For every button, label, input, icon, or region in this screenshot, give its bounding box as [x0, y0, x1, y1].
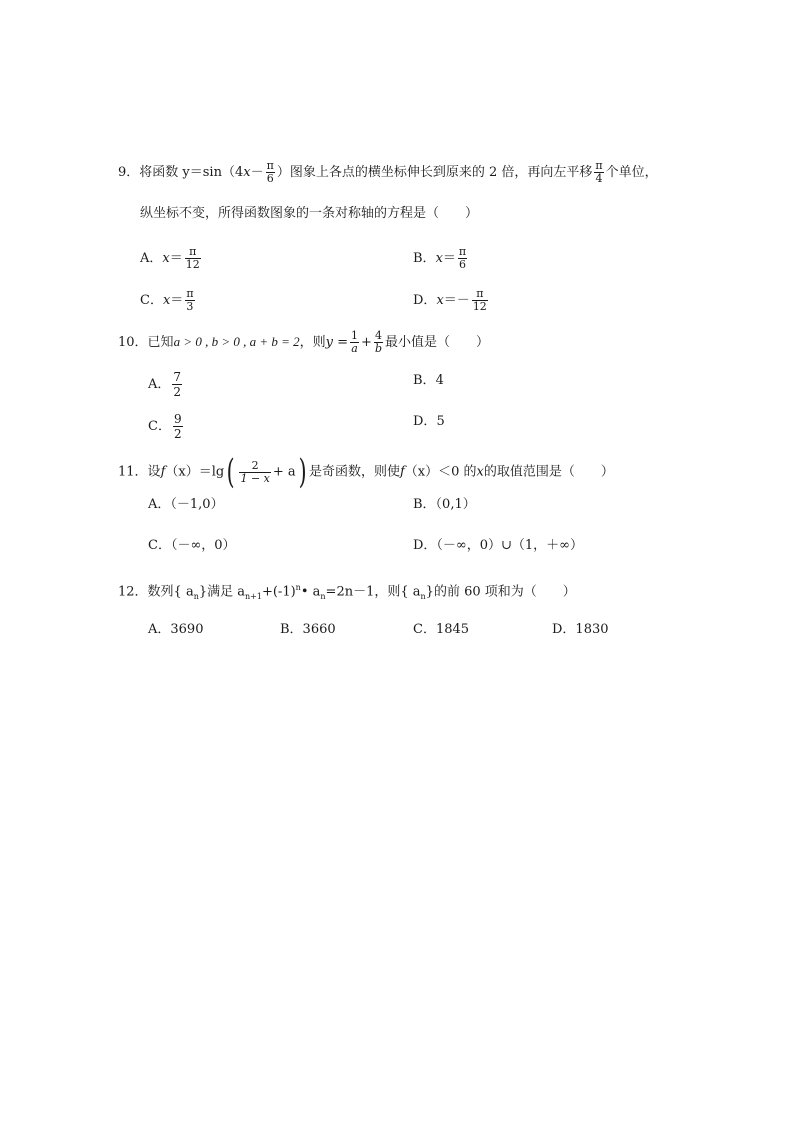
option-fraction	[172, 370, 182, 399]
q11-f-arg: （x）	[165, 464, 199, 480]
q10-fraction-1a	[350, 330, 359, 355]
q9-number: 9．	[118, 165, 140, 180]
option-text: 5	[436, 414, 445, 429]
q12-option-b[interactable]: B．3660	[280, 622, 336, 637]
frac-num: 9	[173, 412, 182, 426]
q9-x: x	[243, 165, 251, 180]
q10-text-2: ，则	[299, 335, 326, 350]
q9-minus: －	[250, 165, 264, 180]
subscript: n	[193, 591, 199, 601]
q11-text-1: 设	[147, 464, 161, 480]
option-var: x	[162, 293, 171, 308]
q11-number: 11．	[118, 464, 148, 480]
q11-eq-lg: ＝lg	[198, 464, 225, 480]
q10-option-b[interactable]	[413, 373, 444, 389]
q11-fraction	[239, 460, 270, 485]
q11-text-3: ＜0 的	[438, 464, 477, 480]
q12-text-2: }满足 a	[198, 584, 246, 600]
q10-fraction-4b	[374, 330, 383, 355]
q12-option-c[interactable]: C．1845	[413, 622, 470, 637]
q10-option-c[interactable]	[148, 412, 185, 441]
q9-frac2-den: 4	[595, 172, 603, 185]
q12-number: 12．	[118, 584, 148, 600]
option-eq: ＝	[169, 251, 183, 266]
q12-option-a[interactable]: A．3690	[148, 622, 204, 637]
subscript: n	[420, 591, 426, 601]
option-text: 4	[435, 373, 444, 388]
q11-option-d[interactable]: D．（－∞，0）∪（1，＋∞）	[413, 538, 584, 553]
frac-den: 2	[173, 427, 182, 441]
option-eq: ＝	[442, 251, 456, 266]
option-label: A．	[140, 251, 163, 266]
frac-den: 2	[173, 385, 182, 399]
q10-number: 10．	[118, 335, 148, 350]
option-fraction	[185, 246, 201, 271]
q9-option-b[interactable]	[413, 246, 469, 271]
q12-text-3: +(-1)	[261, 584, 296, 600]
q11-x: x	[476, 464, 484, 480]
frac-den: 1 − x	[240, 471, 270, 485]
q11-f2-arg: （x）	[404, 464, 439, 480]
q9-line2: 纵坐标不变，所得函数图象的一条对称轴的方程是（ ）	[140, 206, 479, 221]
q12-text-4: • a	[300, 584, 321, 600]
q9-text-2: ）图象上各点的横坐标伸长到原来的 2 倍，再向左平移	[276, 165, 593, 180]
frac-den: 6	[459, 258, 467, 271]
q10-text-1: 已知	[147, 335, 174, 350]
option-var: x	[162, 251, 170, 266]
option-eq: ＝	[170, 293, 184, 308]
option-var: x	[435, 251, 443, 266]
option-sign: －	[456, 293, 470, 308]
q9-frac-den: 6	[266, 172, 274, 185]
frac-num: π	[189, 245, 197, 258]
option-label: B．	[413, 373, 436, 388]
q10-condition: a > 0 , b > 0 , a + b = 2	[173, 334, 300, 349]
option-fraction	[185, 288, 194, 313]
frac-den: 12	[185, 258, 200, 271]
q12-text-6: }的前 60 项和为（ ）	[425, 584, 576, 600]
option-eq: ＝	[443, 293, 457, 308]
frac-den: b	[374, 342, 382, 355]
frac-num: 1	[351, 329, 359, 342]
q9-frac2-num: π	[595, 159, 603, 172]
subscript: n	[320, 591, 326, 601]
q9-text-3: 个单位，	[605, 165, 658, 180]
q9-fraction-pi6	[266, 160, 275, 185]
option-fraction	[173, 412, 183, 441]
q12-text-5: =2n－1，则{ a	[325, 584, 421, 600]
option-label: A．	[148, 377, 171, 392]
q10-line1	[118, 330, 489, 355]
option-fraction	[472, 288, 488, 313]
option-label: C．	[148, 419, 171, 434]
frac-den: a	[351, 342, 358, 355]
option-label: C．	[140, 293, 163, 308]
q10-y: y =	[325, 335, 349, 350]
q9-fraction-pi4	[594, 160, 603, 185]
q11-f: f	[160, 464, 166, 480]
q9-text-1: 将函数 y＝sin（4	[139, 165, 244, 180]
q10-option-a[interactable]	[148, 370, 184, 399]
option-label: B．	[413, 251, 436, 266]
q11-plus-a: + a	[272, 464, 296, 480]
q12-option-d[interactable]: D．1830	[552, 622, 609, 637]
q10-text-3: 最小值是（ ）	[385, 335, 490, 350]
right-paren: )	[298, 452, 307, 492]
left-paren: (	[226, 452, 235, 492]
q10-option-d[interactable]	[413, 414, 445, 430]
frac-num: 2	[251, 458, 259, 472]
q11-f2: f	[399, 464, 405, 480]
option-label: D．	[413, 293, 437, 308]
frac-num: π	[458, 245, 467, 258]
q11-option-a[interactable]: A．（－1,0）	[148, 497, 224, 512]
q9-option-d[interactable]	[413, 288, 490, 313]
q11-line1	[118, 452, 614, 492]
q11-text-4: 的取值范围是（ ）	[483, 464, 614, 480]
option-var: x	[436, 293, 444, 308]
frac-den: 12	[472, 300, 487, 313]
frac-den: 3	[186, 300, 194, 313]
q9-frac-num: π	[266, 159, 274, 172]
subscript: n+1	[245, 591, 262, 601]
q11-option-c[interactable]: C．（－∞，0）	[148, 538, 236, 553]
option-label: D．	[413, 414, 437, 429]
q12-line1	[118, 580, 576, 605]
q11-text-2: 是奇函数，则使	[308, 464, 400, 480]
option-fraction	[458, 246, 467, 271]
frac-num: 7	[173, 370, 182, 384]
q11-option-b[interactable]: B．（0,1）	[413, 497, 476, 512]
superscript: n	[295, 583, 301, 592]
q10-plus: +	[361, 335, 372, 350]
q9-line1	[118, 160, 658, 185]
q12-text-1: 数列{ a	[147, 584, 194, 600]
q9-option-c[interactable]	[140, 288, 197, 313]
frac-num: π	[186, 287, 194, 300]
frac-num: 4	[374, 329, 382, 342]
frac-num: π	[476, 287, 484, 300]
q9-option-a[interactable]	[140, 246, 203, 271]
